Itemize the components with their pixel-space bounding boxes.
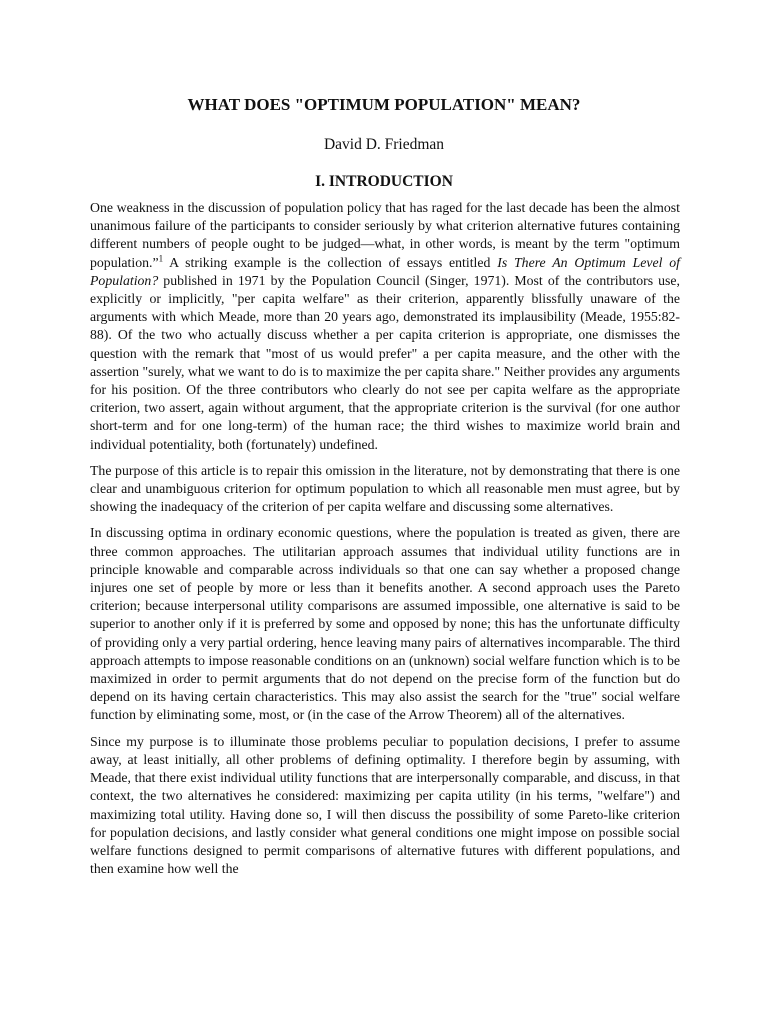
paragraph-2: The purpose of this article is to repair this omission in the literature, not by demonstrating that there is one clear and unambiguous criterion for optimum population to which all reasonable men must agree, but by showing the inadequacy of the criterion of per capita welfare and discussing some alternatives. — [90, 462, 680, 515]
section-heading: I. INTRODUCTION — [315, 173, 453, 190]
paragraph-3: In discussing optima in ordinary economic questions, where the population is treated as given, there are three common approaches. The utilitarian approach assumes that individual utility functions are in principle knowable and comparable across individuals so that one can say whether a proposed change injures one set of people by more or less than it benefits another. A second approach uses the Pareto criterion; because interpersonal utility comparisons are assumed impossible, one alternative is said to be superior to another only if it is preferred by some and opposed by none; this has the unfortunate difficulty of providing only a very partial ordering, hence leaving many pairs of alternatives incomparable. The third approach attempts to impose reasonable conditions on an (unknown) social welfare function which is to be maximized in order to permit arguments that do not depend on the precise form of the function but do depend on its having certain characteristics. This may also assist the search for the "true" social welfare function by eliminating some, most, or (in the case of the Arrow Theorem) all of the alternatives. — [90, 525, 680, 723]
paper-title: WHAT DOES "OPTIMUM POPULATION" MEAN? — [187, 95, 581, 114]
book-title: Is There An Optimum Level of Population? — [90, 254, 680, 288]
footnote-marker: 1 — [158, 253, 164, 264]
article-body — [90, 199, 680, 878]
paragraph-4: Since my purpose is to illuminate those problems peculiar to population decisions, I prefer to assume away, at least initially, all other problems of defining optimality. I therefore begin by assuming, with Meade, that there exist individual utility functions that are interpersonally comparable, and discuss, in that context, the two alternatives he considered: maximizing per capita utility (in his terms, "welfare") and maximizing total utility. Having done so, I will then discuss the possibility of some Pareto-like criterion for population decisions, and lastly consider what general conditions one might impose on possible social welfare functions designed to permit comparisons of alternative futures with different populations, and then examine how well the — [90, 733, 680, 877]
author-name: David D. Friedman — [323, 136, 445, 153]
paragraph-1-text-b: A striking example is the collection of essays entitled — [163, 254, 498, 270]
paragraph-1 — [90, 199, 680, 454]
paragraph-1-text-a: One weakness in the discussion of population policy that has raged for the last decade has been the almost unanimous failure of the participants to consider seriously by what criterion alternative futures containing different numbers of people ought to be judged—what, in other words, is meant by the term "optimum population.” — [90, 200, 680, 270]
paragraph-1-text-c: published in 1971 by the Population Council (Singer, 1971). Most of the contributors use, explicitly or implicitly, "per capita welfare" as their criterion, apparently blissfully unaware of the arguments with which Meade, more than 20 years ago, demonstrated its implausibility (Meade, 1955:82-88). Of the two who actually discuss whether a per capita criterion is appropriate, one dismisses the question with the remark that "most of us would prefer" a per capita measure, and the other with the assertion "surely, what we want to do is to maximize the per capita share." Neither provides any arguments for his position. Of the three contributors who clearly do not see per capita welfare as the appropriate criterion, two assert, again without argument, that the appropriate criterion is the survival (for one author short-term and for one long-term) of the human race; the third wishes to maximize world brain and individual potentiality, both (fortunately) undefined. — [90, 272, 680, 452]
